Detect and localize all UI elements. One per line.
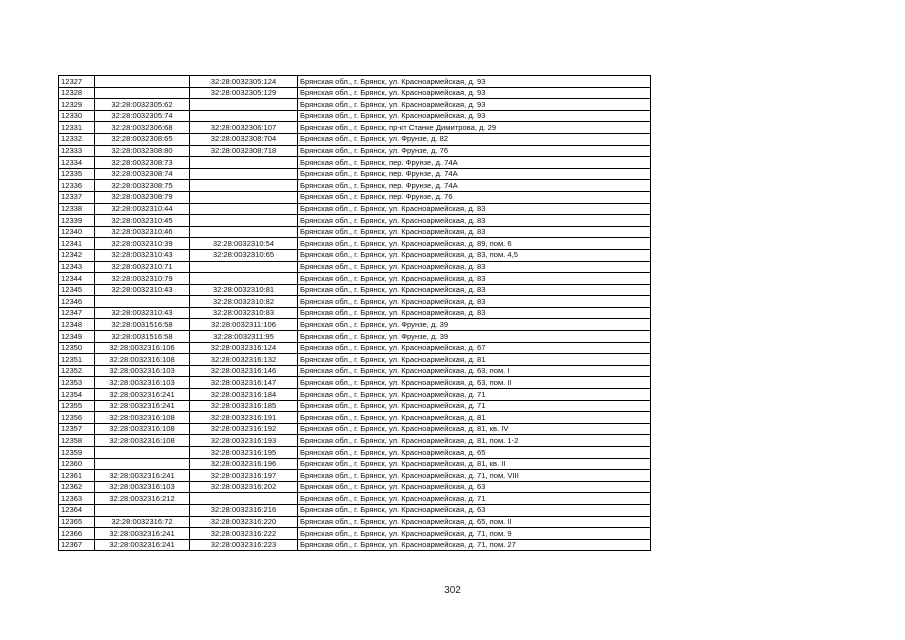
cell-address: Брянская обл., г. Брянск, ул. Красноармейская, д. 63 — [298, 504, 651, 516]
table-row — [59, 203, 651, 215]
cell-address: Брянская обл., г. Брянск, ул. Красноармейская, д. 93 — [298, 110, 651, 122]
cell-cadastral-number-2: 32:28:0032308:718 — [190, 145, 298, 157]
cell-address: Брянская обл., г. Брянск, пер. Фрунзе, д. 74А — [298, 157, 651, 169]
table-row — [59, 307, 651, 319]
cell-cadastral-number-1: 32:28:0032316:108 — [95, 354, 190, 366]
cell-cadastral-number-1: 32:28:0032316:241 — [95, 528, 190, 540]
cell-cadastral-number-1: 32:28:0032316:241 — [95, 470, 190, 482]
table-row — [59, 470, 651, 482]
cell-record-number: 12367 — [59, 539, 95, 551]
cell-address: Брянская обл., г. Брянск, ул. Красноармейская, д. 93 — [298, 76, 651, 88]
table-row — [59, 168, 651, 180]
cell-cadastral-number-2 — [190, 273, 298, 285]
cell-cadastral-number-1: 32:28:0032316:212 — [95, 493, 190, 505]
cell-record-number: 12333 — [59, 145, 95, 157]
cell-cadastral-number-1: 32:28:0032316:108 — [95, 435, 190, 447]
cell-cadastral-number-2: 32:28:0032316:197 — [190, 470, 298, 482]
cell-address: Брянская обл., г. Брянск, ул. Красноармейская, д. 83 — [298, 284, 651, 296]
cell-cadastral-number-2: 32:28:0032316:202 — [190, 481, 298, 493]
cell-address: Брянская обл., г. Брянск, ул. Фрунзе, д. 82 — [298, 133, 651, 145]
cell-address: Брянская обл., г. Брянск, ул. Красноармейская, д. 71, пом. 27 — [298, 539, 651, 551]
cell-cadastral-number-2 — [190, 99, 298, 111]
cell-address: Брянская обл., г. Брянск, пр-кт Станке Димитрова, д. 29 — [298, 122, 651, 134]
cell-cadastral-number-1: 32:28:0032316:241 — [95, 389, 190, 401]
cell-address: Брянская обл., г. Брянск, ул. Красноармейская, д. 93 — [298, 87, 651, 99]
cell-record-number: 12352 — [59, 365, 95, 377]
table-row — [59, 528, 651, 540]
table-row — [59, 481, 651, 493]
cell-record-number: 12355 — [59, 400, 95, 412]
cell-address: Брянская обл., г. Брянск, ул. Красноармейская, д. 67 — [298, 342, 651, 354]
table-row — [59, 215, 651, 227]
cell-record-number: 12360 — [59, 458, 95, 470]
cell-cadastral-number-2: 32:28:0032306:107 — [190, 122, 298, 134]
cell-record-number: 12351 — [59, 354, 95, 366]
cell-cadastral-number-2: 32:28:0032311:106 — [190, 319, 298, 331]
cell-address: Брянская обл., г. Брянск, ул. Красноармейская, д. 71 — [298, 493, 651, 505]
cell-address: Брянская обл., г. Брянск, ул. Красноармейская, д. 89, пом. 6 — [298, 238, 651, 250]
cell-address: Брянская обл., г. Брянск, ул. Красноармейская, д. 63 — [298, 481, 651, 493]
cell-cadastral-number-1: 32:28:0032316:241 — [95, 400, 190, 412]
cell-record-number: 12334 — [59, 157, 95, 169]
cell-cadastral-number-2: 32:28:0032310:65 — [190, 249, 298, 261]
registry-table — [58, 75, 651, 551]
cell-cadastral-number-2 — [190, 180, 298, 192]
cell-address: Брянская обл., г. Брянск, ул. Красноармейская, д. 81, пом. 1-2 — [298, 435, 651, 447]
cell-cadastral-number-1 — [95, 504, 190, 516]
table-row — [59, 365, 651, 377]
cell-cadastral-number-2 — [190, 203, 298, 215]
cell-record-number: 12332 — [59, 133, 95, 145]
cell-cadastral-number-1: 32:28:0031516:58 — [95, 331, 190, 343]
cell-address: Брянская обл., г. Брянск, ул. Красноармейская, д. 71, пом. VIII — [298, 470, 651, 482]
cell-cadastral-number-1: 32:28:0032316:72 — [95, 516, 190, 528]
cell-cadastral-number-2: 32:28:0032310:54 — [190, 238, 298, 250]
table-row — [59, 180, 651, 192]
cell-record-number: 12365 — [59, 516, 95, 528]
table-row — [59, 87, 651, 99]
cell-record-number: 12338 — [59, 203, 95, 215]
cell-address: Брянская обл., г. Брянск, ул. Красноармейская, д. 81, кв. II — [298, 458, 651, 470]
cell-address: Брянская обл., г. Брянск, ул. Красноармейская, д. 83 — [298, 226, 651, 238]
cell-cadastral-number-1 — [95, 458, 190, 470]
cell-cadastral-number-1 — [95, 296, 190, 308]
cell-cadastral-number-1: 32:28:0031516:58 — [95, 319, 190, 331]
cell-cadastral-number-1: 32:28:0032316:103 — [95, 481, 190, 493]
cell-record-number: 12341 — [59, 238, 95, 250]
cell-address: Брянская обл., г. Брянск, ул. Красноармейская, д. 83 — [298, 307, 651, 319]
cell-cadastral-number-1: 32:28:0032316:103 — [95, 365, 190, 377]
cell-cadastral-number-2: 32:28:0032316:185 — [190, 400, 298, 412]
cell-address: Брянская обл., г. Брянск, ул. Красноармейская, д. 63, пом. I — [298, 365, 651, 377]
cell-address: Брянская обл., г. Брянск, ул. Красноармейская, д. 83 — [298, 273, 651, 285]
cell-cadastral-number-1: 32:28:0032308:80 — [95, 145, 190, 157]
table-row — [59, 331, 651, 343]
cell-record-number: 12330 — [59, 110, 95, 122]
cell-cadastral-number-1: 32:28:0032310:43 — [95, 284, 190, 296]
cell-cadastral-number-1: 32:28:0032316:108 — [95, 423, 190, 435]
table-row — [59, 191, 651, 203]
cell-address: Брянская обл., г. Брянск, пер. Фрунзе, д. 74А — [298, 180, 651, 192]
table-row — [59, 435, 651, 447]
cell-address: Брянская обл., г. Брянск, ул. Красноармейская, д. 93 — [298, 99, 651, 111]
page-number: 302 — [444, 585, 461, 596]
cell-cadastral-number-2: 32:28:0032316:146 — [190, 365, 298, 377]
cell-record-number: 12350 — [59, 342, 95, 354]
table-row — [59, 133, 651, 145]
cell-cadastral-number-2: 32:28:0032310:81 — [190, 284, 298, 296]
cell-record-number: 12337 — [59, 191, 95, 203]
table-row — [59, 423, 651, 435]
cell-record-number: 12335 — [59, 168, 95, 180]
cell-address: Брянская обл., г. Брянск, ул. Красноармейская, д. 63, пом. II — [298, 377, 651, 389]
cell-cadastral-number-1: 32:28:0032310:39 — [95, 238, 190, 250]
cell-record-number: 12348 — [59, 319, 95, 331]
table-row — [59, 319, 651, 331]
cell-record-number: 12363 — [59, 493, 95, 505]
cell-address: Брянская обл., г. Брянск, ул. Красноармейская, д. 81 — [298, 354, 651, 366]
cell-cadastral-number-1: 32:28:0032308:75 — [95, 180, 190, 192]
cell-cadastral-number-2: 32:28:0032316:216 — [190, 504, 298, 516]
cell-cadastral-number-2: 32:28:0032305:129 — [190, 87, 298, 99]
cell-record-number: 12328 — [59, 87, 95, 99]
cell-address: Брянская обл., г. Брянск, пер. Фрунзе, д. 74А — [298, 168, 651, 180]
cell-address: Брянская обл., г. Брянск, ул. Красноармейская, д. 83 — [298, 215, 651, 227]
cell-record-number: 12342 — [59, 249, 95, 261]
cell-cadastral-number-1: 32:28:0032308:65 — [95, 133, 190, 145]
table-row — [59, 447, 651, 459]
cell-cadastral-number-2: 32:28:0032316:193 — [190, 435, 298, 447]
table-row — [59, 539, 651, 551]
cell-address: Брянская обл., г. Брянск, ул. Красноармейская, д. 71, пом. 9 — [298, 528, 651, 540]
cell-cadastral-number-1: 32:28:0032310:71 — [95, 261, 190, 273]
cell-cadastral-number-1: 32:28:0032305:74 — [95, 110, 190, 122]
cell-cadastral-number-2: 32:28:0032305:124 — [190, 76, 298, 88]
cell-cadastral-number-1: 32:28:0032310:45 — [95, 215, 190, 227]
cell-record-number: 12344 — [59, 273, 95, 285]
cell-address: Брянская обл., г. Брянск, ул. Фрунзе, д. 76 — [298, 145, 651, 157]
table-row — [59, 354, 651, 366]
cell-address: Брянская обл., г. Брянск, ул. Красноармейская, д. 81, кв. IV — [298, 423, 651, 435]
cell-cadastral-number-2 — [190, 110, 298, 122]
cell-cadastral-number-1: 32:28:0032310:46 — [95, 226, 190, 238]
cell-cadastral-number-1: 32:28:0032310:44 — [95, 203, 190, 215]
table-row — [59, 400, 651, 412]
table-row — [59, 110, 651, 122]
table-row — [59, 504, 651, 516]
cell-cadastral-number-2: 32:28:0032316:196 — [190, 458, 298, 470]
cell-cadastral-number-2: 32:28:0032316:124 — [190, 342, 298, 354]
cell-cadastral-number-1: 32:28:0032308:79 — [95, 191, 190, 203]
table-row — [59, 226, 651, 238]
cell-record-number: 12327 — [59, 76, 95, 88]
cell-address: Брянская обл., г. Брянск, ул. Красноармейская, д. 83 — [298, 296, 651, 308]
cell-record-number: 12349 — [59, 331, 95, 343]
cell-cadastral-number-2: 32:28:0032316:132 — [190, 354, 298, 366]
cell-record-number: 12345 — [59, 284, 95, 296]
cell-cadastral-number-2 — [190, 168, 298, 180]
cell-record-number: 12354 — [59, 389, 95, 401]
cell-cadastral-number-1: 32:28:0032310:43 — [95, 307, 190, 319]
cell-cadastral-number-2: 32:28:0032316:223 — [190, 539, 298, 551]
cell-cadastral-number-2 — [190, 191, 298, 203]
table-row — [59, 261, 651, 273]
cell-cadastral-number-1: 32:28:0032310:43 — [95, 249, 190, 261]
cell-cadastral-number-2 — [190, 215, 298, 227]
cell-address: Брянская обл., г. Брянск, ул. Красноармейская, д. 83 — [298, 203, 651, 215]
table-row — [59, 99, 651, 111]
cell-address: Брянская обл., г. Брянск, ул. Красноармейская, д. 83 — [298, 261, 651, 273]
cell-record-number: 12366 — [59, 528, 95, 540]
cell-cadastral-number-2: 32:28:0032310:82 — [190, 296, 298, 308]
cell-cadastral-number-1 — [95, 76, 190, 88]
table-row — [59, 157, 651, 169]
table-row — [59, 516, 651, 528]
table-row — [59, 249, 651, 261]
cell-address: Брянская обл., г. Брянск, пер. Фрунзе, д. 76 — [298, 191, 651, 203]
cell-address: Брянская обл., г. Брянск, ул. Фрунзе, д. 39 — [298, 319, 651, 331]
cell-address: Брянская обл., г. Брянск, ул. Красноармейская, д. 65 — [298, 447, 651, 459]
table-row — [59, 238, 651, 250]
cell-cadastral-number-1: 32:28:0032306:68 — [95, 122, 190, 134]
cell-cadastral-number-2: 32:28:0032316:192 — [190, 423, 298, 435]
cell-record-number: 12358 — [59, 435, 95, 447]
table-row — [59, 273, 651, 285]
cell-address: Брянская обл., г. Брянск, ул. Фрунзе, д. 39 — [298, 331, 651, 343]
cell-cadastral-number-1: 32:28:0032316:108 — [95, 412, 190, 424]
cell-record-number: 12361 — [59, 470, 95, 482]
cell-cadastral-number-1: 32:28:0032316:106 — [95, 342, 190, 354]
cell-cadastral-number-2 — [190, 226, 298, 238]
cell-record-number: 12336 — [59, 180, 95, 192]
cell-cadastral-number-1 — [95, 447, 190, 459]
table-row — [59, 284, 651, 296]
table-row — [59, 296, 651, 308]
cell-cadastral-number-1: 32:28:0032316:103 — [95, 377, 190, 389]
cell-record-number: 12364 — [59, 504, 95, 516]
cell-address: Брянская обл., г. Брянск, ул. Красноармейская, д. 71 — [298, 389, 651, 401]
cell-record-number: 12339 — [59, 215, 95, 227]
cell-cadastral-number-2 — [190, 261, 298, 273]
table-row — [59, 493, 651, 505]
cell-cadastral-number-2: 32:28:0032316:147 — [190, 377, 298, 389]
table-row — [59, 389, 651, 401]
table-row — [59, 377, 651, 389]
cell-cadastral-number-2: 32:28:0032316:195 — [190, 447, 298, 459]
cell-record-number: 12356 — [59, 412, 95, 424]
cell-record-number: 12346 — [59, 296, 95, 308]
cell-cadastral-number-1: 32:28:0032316:241 — [95, 539, 190, 551]
cell-address: Брянская обл., г. Брянск, ул. Красноармейская, д. 81 — [298, 412, 651, 424]
cell-cadastral-number-2: 32:28:0032316:220 — [190, 516, 298, 528]
cell-cadastral-number-2: 32:28:0032316:191 — [190, 412, 298, 424]
table-row — [59, 122, 651, 134]
cell-cadastral-number-1: 32:28:0032305:62 — [95, 99, 190, 111]
cell-cadastral-number-2: 32:28:0032308:704 — [190, 133, 298, 145]
table-row — [59, 412, 651, 424]
cell-record-number: 12343 — [59, 261, 95, 273]
cell-record-number: 12347 — [59, 307, 95, 319]
cell-address: Брянская обл., г. Брянск, ул. Красноармейская, д. 83, пом. 4,5 — [298, 249, 651, 261]
table-row — [59, 458, 651, 470]
cell-record-number: 12353 — [59, 377, 95, 389]
cell-cadastral-number-1: 32:28:0032308:73 — [95, 157, 190, 169]
cell-cadastral-number-2: 32:28:0032311:95 — [190, 331, 298, 343]
cell-record-number: 12359 — [59, 447, 95, 459]
table-row — [59, 76, 651, 88]
cell-address: Брянская обл., г. Брянск, ул. Красноармейская, д. 71 — [298, 400, 651, 412]
cell-record-number: 12331 — [59, 122, 95, 134]
cell-cadastral-number-2 — [190, 493, 298, 505]
cell-record-number: 12362 — [59, 481, 95, 493]
cell-cadastral-number-1: 32:28:0032308:74 — [95, 168, 190, 180]
cell-record-number: 12357 — [59, 423, 95, 435]
cell-address: Брянская обл., г. Брянск, ул. Красноармейская, д. 65, пом. II — [298, 516, 651, 528]
cell-cadastral-number-2: 32:28:0032310:83 — [190, 307, 298, 319]
cell-cadastral-number-2 — [190, 157, 298, 169]
table-row — [59, 145, 651, 157]
cell-cadastral-number-2: 32:28:0032316:222 — [190, 528, 298, 540]
cell-cadastral-number-1 — [95, 87, 190, 99]
cell-cadastral-number-1: 32:28:0032310:79 — [95, 273, 190, 285]
cell-cadastral-number-2: 32:28:0032316:184 — [190, 389, 298, 401]
cell-record-number: 12340 — [59, 226, 95, 238]
cell-record-number: 12329 — [59, 99, 95, 111]
registry-table-body — [59, 76, 651, 551]
table-row — [59, 342, 651, 354]
